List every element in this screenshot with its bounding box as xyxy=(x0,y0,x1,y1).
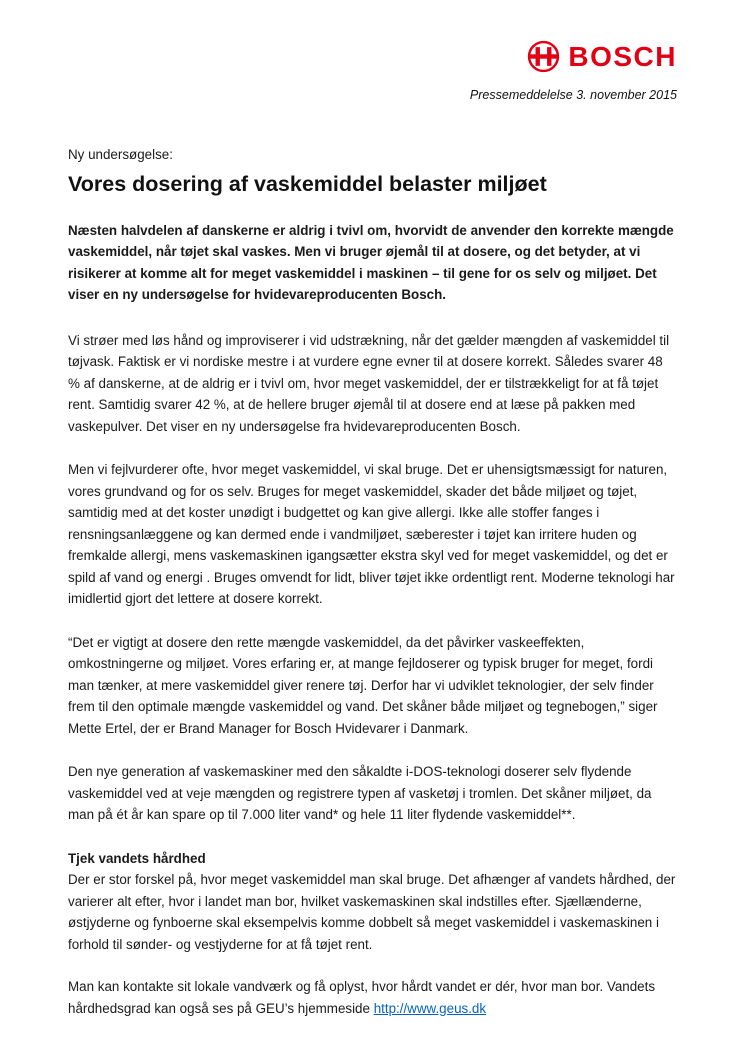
paragraph: Der er stor forskel på, hvor meget vaskemiddel man skal bruge. Det afhænger af vandets hårdhed, der varierer alt efter, hvor i landet man bor, hvilket vaskemaskinen skal indstilles efter. Sjællænderne, østjyderne og fynboerne skal eksempelvis komme dobbelt så meget vaskemiddel i vaskemaskinen i forhold til sønder- og vestjyderne for at få tøjet rent. xyxy=(68,872,676,952)
quote-paragraph: “Det er vigtigt at dosere den rette mængde vaskemiddel, da det påvirker vaskeeffekten, omkostningerne og miljøet. Vores erfaring er, at mange fejldoserer og typisk bruger for meget, fordi man tænker, at mere vaskemiddel giver renere tøj. Derfor har vi udviklet teknologier, der selv finder frem til den optimale mængde vaskemiddel og vand. Det skåner både miljøet og tegnebogen,” siger Mette Ertel, der er Brand Manager for Bosch Hvidevarer i Danmark. xyxy=(68,634,658,736)
paragraph: Men vi fejlvurderer ofte, hvor meget vaskemiddel, vi skal bruge. Det er uhensigtsmæssigt for naturen, vores grundvand og for os selv. Bruges for meget vaskemiddel, skader det både miljøet og tøjet, samtidig med at det koster unødigt i budgettet og kan give allergi. Ikke alle stoffer fanges i rensningsanlæggene og kan dermed ende i vandmiljøet, sæberester i tøjet kan irritere huden og fremkalde allergi, mens vaskemaskinen igangsætter ekstra skyl ved for meget vaskemiddel, og det er spild af vand og energi . Bruges omvendt for lidt, bliver tøjet ikke ordentligt rent. Moderne teknologi har imidlertid gjort det lettere at dosere korrekt. xyxy=(68,462,675,606)
brand-wordmark: BOSCH xyxy=(568,40,677,72)
section-subheading: Tjek vandets hårdhed xyxy=(68,850,206,866)
bosch-logo xyxy=(527,40,677,73)
lead-paragraph: Næsten halvdelen af danskerne er aldrig i tvivl om, hvorvidt de anvender den korrekte mængde vaskemiddel, når tøjet skal vaskes. Men vi bruger øjemål til at dosere, og det betyder, at vi risikerer at komme alt for meget vaskemiddel i maskinen – til gene for os selv og miljøet. Det viser en ny undersøgelse for hvidevareproducenten Bosch. xyxy=(68,222,674,302)
kicker: Ny undersøgelse: xyxy=(68,147,173,162)
bosch-armature-circle-icon xyxy=(527,40,560,73)
closing-text: Man kan kontakte sit lokale vandværk og få oplyst, hvor hårdt vandet er dér, hvor man bor. Vandets hårdhedsgrad kan også ses på GEU’s hjemmeside xyxy=(68,979,656,1016)
page-title: Vores dosering af vaskemiddel belaster miljøet xyxy=(68,171,547,196)
geus-link[interactable]: http://www.geus.dk xyxy=(373,1000,487,1016)
closing-paragraph xyxy=(68,976,677,1019)
article-body xyxy=(0,102,746,1019)
paragraph: Den nye generation af vaskemaskiner med den såkaldte i-DOS-teknologi doserer selv flydende vaskemiddel ved at veje mængden og registrere typen af vasketøj i tromlen. Det skåner miljøet, da man på ét år kan spare op til 7.000 liter vand* og hele 11 liter flydende vaskemiddel**. xyxy=(68,764,652,822)
header xyxy=(0,0,746,102)
paragraph: Vi strøer med løs hånd og improviserer i vid udstrækning, når det gælder mængden af vaskemiddel til tøjvask. Faktisk er vi nordiske mestre i at vurdere egne evner til at dosere korrekt. Således svarer 48 % af danskerne, at de aldrig er i tvivl om, hvor meget vaskemiddel, der er tilstrækkeligt for at få tøjet rent. Samtidig svarer 42 %, at de hellere bruger øjemål til at dosere end at læse på pakken med vaskepulver. Det viser en ny undersøgelse fra hvidevareproducenten Bosch. xyxy=(68,332,670,434)
dateline: Pressemeddelelse 3. november 2015 xyxy=(469,88,677,102)
